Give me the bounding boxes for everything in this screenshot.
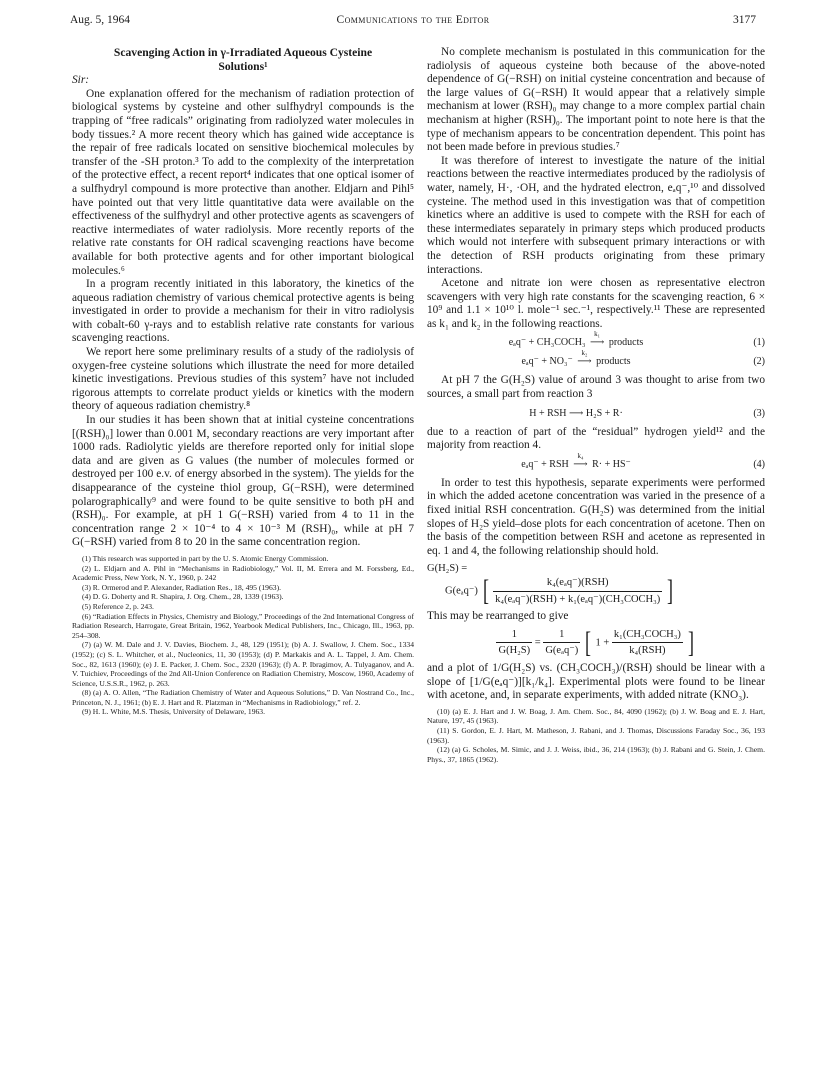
title-line-1: Scavenging Action in γ-Irradiated Aqueous Cysteine bbox=[113, 46, 373, 59]
equation-number: (3) bbox=[753, 407, 765, 419]
eq1-products: products bbox=[608, 337, 644, 349]
eq4-reactants: eₐq⁻ + RSH bbox=[521, 458, 569, 470]
equation-number: (2) bbox=[753, 356, 765, 368]
footnote: (11) S. Gordon, E. J. Hart, M. Matheson, J. Rabani, and J. Thomas, Discussions Faraday Soc., 36, 193 (1963). bbox=[427, 725, 765, 745]
left-bracket: [ bbox=[584, 625, 591, 659]
paragraph: We report here some preliminary results of a study of the radiolysis of oxygen-free cysteine solutions which illustrate the need for more detailed kinetic investigations. Previous studies of this system⁷ have not included rigorous attempts to correlate product yields or kinetics with the modern theory of aqueous radiation chemistry.⁸ bbox=[72, 346, 414, 413]
left-bracket: [ bbox=[482, 574, 489, 608]
right-bracket: ] bbox=[666, 574, 673, 608]
header-page-number: 3177 bbox=[733, 14, 756, 26]
title-line-2: Solutions¹ bbox=[218, 59, 268, 73]
footnotes bbox=[427, 707, 765, 765]
eq5-numerator: k₄(eₐq⁻)(RSH) bbox=[493, 576, 662, 592]
left-column bbox=[72, 46, 414, 717]
paragraph: due to a reaction of part of the “residual” hydrogen yield¹² and the majority from reaction 4. bbox=[427, 425, 765, 452]
right-column bbox=[427, 46, 765, 764]
footnote: (7) (a) W. M. Dale and J. V. Davies, Biochem. J., 48, 129 (1951); (b) A. J. Swallow, J. Chem. Soc., 1334 (1952); (c) S. L. Whitcher, et al., Nucleonics, 11, 30 (1953); (d) P. Markakis and A. L. Tappel, J. Am. Chem. Soc., 82, 1613 (1960); (e) J. E. Packer, J. Chem. Soc., 2320 (1963); (f) A. P. Ibragimov, A. Tulyaganov, and A. V. Tuichiev, Proceedings of the 2nd All-Union Conference on Radiation Chemistry, Moscow, 1960, Academy of Science, U.S.S.R., 1962, p. 263. bbox=[72, 640, 414, 688]
paragraph: Acetone and nitrate ion were chosen as representative electron scavengers with very high rate constants for the scavenging reaction, 6 × 10⁹ and 1.1 × 10¹⁰ l. mole⁻¹ sec.⁻¹, respectively.¹¹ These are represented as k₁ and k₂ in the following reactions. bbox=[427, 277, 765, 330]
paragraph: In our studies it has been shown that at initial cysteine concentrations [(RSH)₀] lower than 0.001 M, secondary reactions are very important after 1000 rads. Radiolytic yields are therefore reported only for initial slope data and are given as G values (the number of molecules formed or destroyed per 100 e.v. of energy absorbed in the system). The yields for the disappearance of the cysteine thiol group, G(−RSH), were determined polarographically⁹ and were found to be quite sensitive to both pH and (RSH)₀. For example, at pH 1 G(−RSH) varied from 4 to 11 in the concentration range 2 × 10⁻⁴ to 4 × 10⁻³ M (RSH)₀, while at pH 7 G(−RSH) varied from 8 to 20 in the same concentration region. bbox=[72, 414, 414, 549]
equation-4 bbox=[427, 451, 765, 472]
paragraph: This may be rearranged to give bbox=[427, 610, 569, 623]
header-date: Aug. 5, 1964 bbox=[70, 14, 131, 26]
equation-1 bbox=[427, 330, 765, 350]
salutation: Sir: bbox=[72, 74, 90, 87]
eq6-denominator-3: k₄(RSH) bbox=[629, 645, 666, 657]
eq6-numerator-1: 1 bbox=[496, 628, 532, 644]
eq6-numerator-3: k₁(CH₃COCH₃) bbox=[612, 628, 683, 644]
rate-constant-label: k₄ bbox=[577, 451, 584, 460]
equation-6 bbox=[427, 625, 765, 659]
rate-constant-label: k₁ bbox=[594, 330, 601, 339]
eq4-products: R· + HS⁻ bbox=[592, 458, 631, 470]
eq6-fraction-3 bbox=[612, 628, 683, 658]
eq6-fraction-2 bbox=[543, 628, 580, 658]
header-journal: Communications to the Editor bbox=[336, 14, 490, 26]
footnote: (1) This research was supported in part by the U. S. Atomic Energy Commission. bbox=[82, 553, 329, 563]
footnote: (12) (a) G. Scholes, M. Simic, and J. J. Weiss, ibid., 36, 214 (1963); (b) J. Rabani and G. Stein, J. Chem. Phys., 37, 1865 (1962). bbox=[427, 745, 765, 764]
eq3-text: H + RSH ⟶ H₂S + R· bbox=[529, 407, 623, 419]
equation-number: (4) bbox=[753, 458, 765, 470]
equals-sign: = bbox=[534, 637, 541, 649]
footnotes bbox=[72, 554, 414, 717]
footnote: (8) (a) A. O. Allen, “The Radiation Chemistry of Water and Aqueous Solutions,” D. Van Nostrand Co., Inc., Princeton, N. J., 1961; (b) E. J. Hart and R. Platzman in “Mechanisms in Radiobiology,” ref. 2. bbox=[72, 688, 414, 707]
footnote: (2) L. Eldjarn and A. Pihl in “Mechanisms in Radiobiology,” Vol. II, M. Errera and M. Forssberg, Ed., Academic Press, New York, N. Y., 1960, p. 242 bbox=[72, 563, 414, 583]
eq2-reactants: eₐq⁻ + NO₃⁻ bbox=[521, 356, 573, 368]
footnote: (5) Reference 2, p. 243. bbox=[82, 601, 154, 611]
eq5-denominator: k₄(eₐq⁻)(RSH) + k₁(eₐq⁻)(CH₃COCH₃) bbox=[495, 593, 661, 605]
reaction-arrow: k₄ ⟶ bbox=[573, 451, 588, 470]
eq1-reactants: eₐq⁻ + CH₃COCH₃ bbox=[508, 337, 586, 349]
eq6-fraction-1 bbox=[496, 628, 532, 658]
equation-2 bbox=[427, 349, 765, 369]
article-title bbox=[72, 46, 414, 73]
eq6-numerator-2: 1 bbox=[543, 628, 580, 644]
eq5-fraction bbox=[493, 576, 662, 606]
equation-3 bbox=[427, 407, 765, 421]
paragraph: In a program recently initiated in this laboratory, the kinetics of the aqueous radiation chemistry of various chemical protective agents is being investigated in order to provide a mechanism for their in vitro radiolysis with cobalt-60 γ-rays and to establish relative rate constants for various scavenging reactions. bbox=[72, 278, 414, 345]
reaction-arrow: k₁ ⟶ bbox=[589, 330, 605, 349]
paragraph: At pH 7 the G(H₂S) value of around 3 was thought to arise from two sources, a small part from reaction 3 bbox=[427, 374, 765, 401]
eq5-lhs: G(H₂S) = bbox=[427, 563, 468, 575]
eq5-prefix: G(eₐq⁻) bbox=[445, 585, 478, 597]
paragraph: No complete mechanism is postulated in this communication for the radiolysis of aqueous cysteine both because of the above-noted dependence of G(−RSH) on initial cysteine concentration and because of the large values of G(−RSH) It would appear that a relatively simple mechanism at lower (RSH)₀ may change to a more complex partial chain mechanism at higher (RSH)₀. The important point to note here is that the type of mechanism appears to be concentration dependent. This point has not been made before in previous studies.⁷ bbox=[427, 46, 765, 154]
footnote: (9) H. L. White, M.S. Thesis, University of Delaware, 1963. bbox=[82, 707, 265, 717]
eq6-one-plus: 1 + bbox=[595, 637, 610, 649]
running-header bbox=[70, 14, 756, 30]
paragraph: It was therefore of interest to investigate the nature of the initial reactions between the reactive intermediates produced by the radiolysis of water, namely, H·, ·OH, and the hydrated electron, eₐq⁻,¹⁰ and dissolved cysteine. The method used in this investigation was that of competition kinetics where an additive is used to compete with the RSH for each of these intermediates separately in primary steps which produced products which would not interfere with subsequent primary interactions or with the detection of RSH products originating from these primary interactions. bbox=[427, 154, 765, 276]
eq2-products: products bbox=[596, 356, 631, 368]
reaction-arrow: k₂ ⟶ bbox=[577, 349, 592, 368]
rate-constant-label: k₂ bbox=[581, 349, 588, 358]
eq6-denominator-1: G(H₂S) bbox=[498, 645, 531, 657]
paragraph: One explanation offered for the mechanism of radiation protection of biological systems by cysteine and other sulfhydryl compounds is the trapping of “free radicals” originating from radiolyzed water molecules in body tissues.² A more recent theory which has gained wide acceptance is the repair of free radicals located on sensitive biochemical molecules by transfer of the -SH proton.³ To add to the complexity of the interpretation of the protective effect, a recent report⁴ indicates that one optical isomer of a sulfhydryl compound is more protective than another. Eldjarn and Pihl⁵ have pointed out that very little quantitative data were available on the effectiveness of the sulfhydryl and other protective agents as scavengers of reactive intermediates of water radiolysis. More recently reports of the relative rate constants for OH radical scavenging reactions have become available for both protective agents and for other important biological molecules.⁶ bbox=[72, 87, 414, 277]
footnote: (6) “Radiation Effects in Physics, Chemistry and Biology,” Proceedings of the 2nd International Congress of Radiation Research, Harrogate, Great Britain, 1962, Yearbook Medical Publishers, Inc., Chicago, Ill., 1963, pp. 254–308. bbox=[72, 611, 414, 640]
eq6-denominator-2: G(eₐq⁻) bbox=[545, 645, 579, 657]
paragraph: and a plot of 1/G(H₂S) vs. (CH₃COCH₃)/(RSH) should be linear with a slope of [1/G(eₐq⁻)][k₁/k₄]. Experimental plots were found to be linear with acetone, and, in separate experiments, with added nitrate (KNO₃). bbox=[427, 661, 765, 702]
footnote: (4) D. G. Doherty and R. Shapira, J. Org. Chem., 28, 1339 (1963). bbox=[82, 592, 284, 602]
equation-5 bbox=[427, 562, 765, 606]
equation-number: (1) bbox=[753, 337, 765, 349]
footnote: (10) (a) E. J. Hart and J. W. Boag, J. Am. Chem. Soc., 84, 4090 (1962); (b) J. W. Boag and E. J. Hart, Nature, 197, 45 (1963). bbox=[427, 706, 765, 726]
paragraph: In order to test this hypothesis, separate experiments were performed in which the added acetone concentration was varied in the presence of a fixed initial RSH concentration. G(H₂S) was determined from the initial slopes of H₂S yield–dose plots for each concentration of acetone. Then on the basis of the competition between RSH and acetone as represented in eq. 1 and 4, the following relationship should hold. bbox=[427, 476, 765, 557]
footnote: (3) R. Ormerod and P. Alexander, Radiation Res., 18, 495 (1963). bbox=[82, 582, 281, 592]
right-bracket: ] bbox=[687, 625, 694, 659]
